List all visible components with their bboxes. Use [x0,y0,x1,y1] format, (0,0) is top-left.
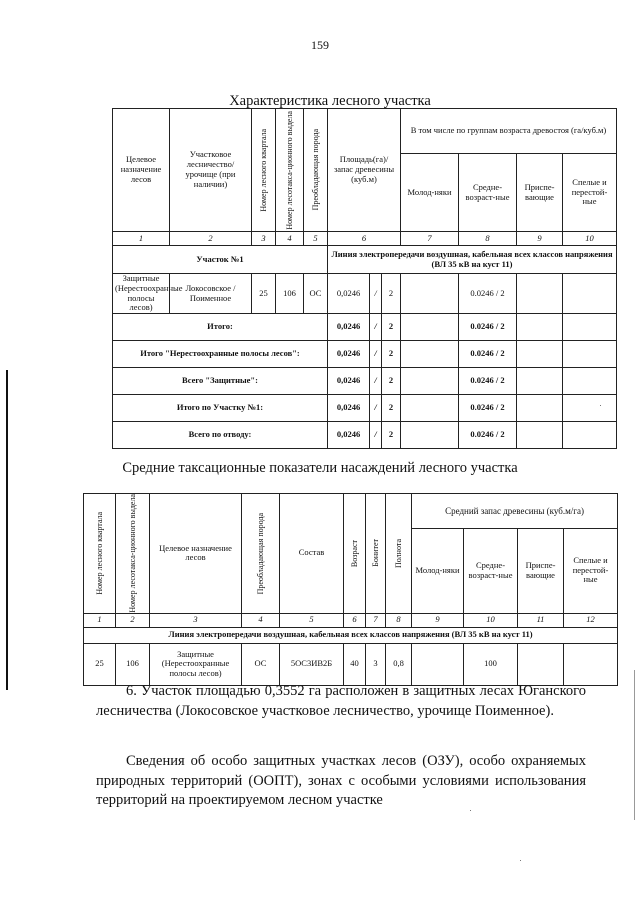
h2-vydel-text: Номер лесотакса-ционного выдела [127,494,137,613]
row-sep: / [370,274,382,314]
total-label: Итого "Нерестоохранные полосы лесов": [113,341,328,368]
header-middle: Средне-возраст-ные [459,154,517,232]
taxation-table [83,493,618,686]
row-quarter: 25 [252,274,276,314]
h2-ripening: Приспе-вающие [518,528,564,613]
colnum: 6 [344,613,366,627]
row-forestry: Локосовское / Поименное [170,274,252,314]
row-young [401,274,459,314]
total-ripening [517,314,563,341]
colnum: 12 [564,613,618,627]
r2-mature [564,643,618,685]
r2-young [412,643,464,685]
total-young [401,395,459,422]
total-young [401,341,459,368]
h2-volume-group: Средний запас древесины (куб.м/га) [412,494,618,529]
colnum: 4 [276,232,304,246]
header-young: Молод-няки [401,154,459,232]
h2-density [386,494,412,614]
total-mature [563,422,617,449]
paragraph-plot-location: 6. Участок площадью 0,3552 га расположен в защитных лесах Юганского лесничества (Локосовское участковое лесничество, урочище Поименное). [96,683,586,719]
h2-quarter [84,494,116,614]
colnum: 3 [252,232,276,246]
colnum: 11 [518,613,564,627]
total-middle: 0.0246 / 2 [459,314,517,341]
header-vydel [276,109,304,232]
total-label: Итого: [113,314,328,341]
colnum: 5 [280,613,344,627]
total-middle: 0.0246 / 2 [459,341,517,368]
header-breed [304,109,328,232]
h2-breed [242,494,280,614]
total-volume: 2 [382,422,401,449]
r2-density: 0,8 [386,643,412,685]
r2-composition: 5ОС3ИВ2Б [280,643,344,685]
total-label: Всего по отводу: [113,422,328,449]
colnum: 10 [563,232,617,246]
h2-quarter-text: Номер лесного квартала [94,512,104,595]
row-middle: 0.0246 / 2 [459,274,517,314]
total-mature [563,341,617,368]
total-label: Итого по Участку №1: [113,395,328,422]
table1-title: Характеристика лесного участка [229,93,431,109]
header-breed-text: Преобладающая порода [310,129,320,211]
total-young [401,422,459,449]
table2-title: Средние таксационные показатели насаждений лесного участка [122,460,518,476]
colnum: 1 [113,232,170,246]
r2-breed: ОС [242,643,280,685]
header-ripening: Приспе-вающие [517,154,563,232]
section-label: Участок №1 [113,246,328,274]
total-volume: 2 [382,395,401,422]
total-area: 0,0246 [328,341,370,368]
h2-purpose: Целевое назначение лесов [150,494,242,614]
total-sep: / [370,341,382,368]
total-ripening [517,341,563,368]
r2-age: 40 [344,643,366,685]
r2-ripening [518,643,564,685]
colnum: 7 [366,613,386,627]
header-purpose: Целевое назначение лесов [113,109,170,232]
h2-age-text: Возраст [349,539,359,567]
total-volume: 2 [382,314,401,341]
total-volume: 2 [382,368,401,395]
h2-bonitet [366,494,386,614]
total-mature [563,314,617,341]
total-sep: / [370,368,382,395]
row-breed: ОС [304,274,328,314]
h2-vydel [116,494,150,614]
header-forestry: Участковое лесничество/ урочище (при наличии) [170,109,252,232]
total-middle: 0.0246 / 2 [459,422,517,449]
total-sep: / [370,314,382,341]
row-mature [563,274,617,314]
colnum: 8 [459,232,517,246]
h2-age [344,494,366,614]
total-young [401,368,459,395]
scan-edge-line [6,370,8,690]
colnum: 3 [150,613,242,627]
h2-composition: Состав [280,494,344,614]
r2-vydel: 106 [116,643,150,685]
header-mature: Спелые и перестой-ные [563,154,617,232]
colnum: 9 [412,613,464,627]
colnum: 7 [401,232,459,246]
total-area: 0,0246 [328,314,370,341]
paragraph-protected-areas: Сведения об особо защитных участках лесов (ОЗУ), особо охраняемых природных территорий (ООПТ), зонах с особыми условиями использования территорий на проектируемом лесном участке [96,753,586,809]
total-middle: 0.0246 / 2 [459,368,517,395]
total-area: 0,0246 [328,368,370,395]
h2-middle: Средне-возраст-ные [464,528,518,613]
section2-desc: Линия электропередачи воздушная, кабельная всех классов напряжения (ВЛ 35 кВ на куст 11) [84,627,618,643]
row-area: 0,0246 [328,274,370,314]
scan-dot [470,810,471,811]
scan-dot [600,405,601,406]
colnum: 2 [170,232,252,246]
total-sep: / [370,422,382,449]
section-desc: Линия электропередачи воздушная, кабельная всех классов напряжения (ВЛ 35 кВ на куст 11) [328,246,617,274]
total-middle: 0.0246 / 2 [459,395,517,422]
total-young [401,314,459,341]
colnum: 1 [84,613,116,627]
r2-purpose: Защитные (Нерестоохранные полосы лесов) [150,643,242,685]
total-ripening [517,368,563,395]
h2-bonitet-text: Бонитет [370,539,380,568]
row-ripening [517,274,563,314]
total-mature [563,395,617,422]
row-purpose: Защитные (Нерестоохранные полосы лесов) [113,274,170,314]
total-area: 0,0246 [328,395,370,422]
total-ripening [517,395,563,422]
colnum: 6 [328,232,401,246]
colnum: 2 [116,613,150,627]
h2-density-text: Полнота [393,538,403,568]
row-vydel: 106 [276,274,304,314]
forest-plot-table [112,108,617,449]
header-area: Площадь(га)/ запас древесины (куб.м) [328,109,401,232]
colnum: 10 [464,613,518,627]
header-vydel-text: Номер лесотакса-ционного выдела [284,110,294,230]
header-age-group: В том числе по группам возраста древостоя (га/куб.м) [401,109,617,154]
colnum: 4 [242,613,280,627]
h2-breed-text: Преобладающая порода [255,512,265,595]
colnum: 5 [304,232,328,246]
scan-right-edge-line [634,670,635,820]
total-sep: / [370,395,382,422]
row-volume: 2 [382,274,401,314]
h2-young: Молод-няки [412,528,464,613]
header-quarter [252,109,276,232]
total-area: 0,0246 [328,422,370,449]
total-volume: 2 [382,341,401,368]
r2-quarter: 25 [84,643,116,685]
total-ripening [517,422,563,449]
total-label: Всего "Защитные": [113,368,328,395]
colnum: 9 [517,232,563,246]
h2-mature: Спелые и перестой-ные [564,528,618,613]
total-mature [563,368,617,395]
r2-bonitet: 3 [366,643,386,685]
r2-middle: 100 [464,643,518,685]
scan-dot [520,860,521,861]
colnum: 8 [386,613,412,627]
page-number: 159 [311,38,329,52]
header-quarter-text: Номер лесного квартала [258,128,268,212]
